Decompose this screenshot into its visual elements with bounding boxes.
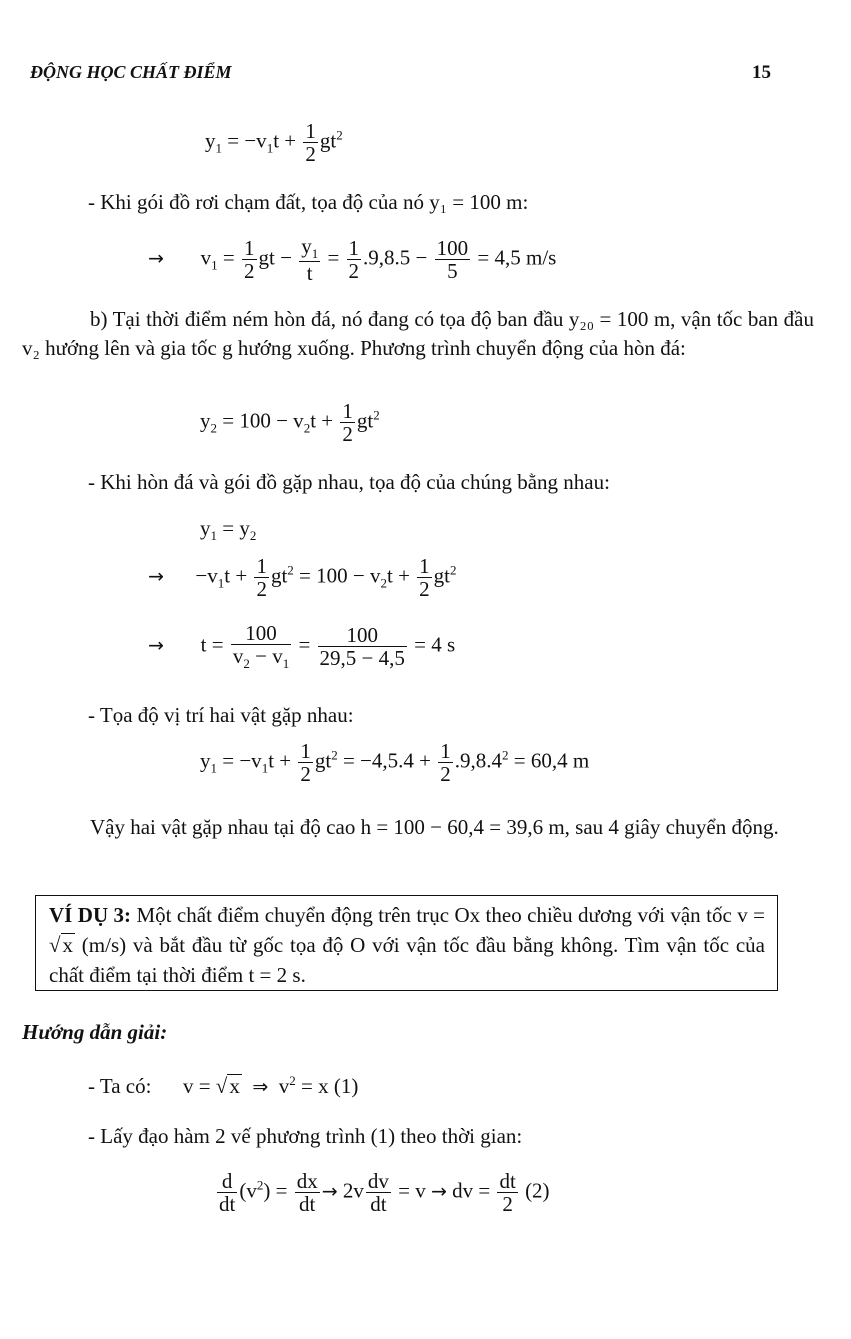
example-box: [35, 895, 778, 991]
text-derivative: - Lấy đạo hàm 2 vế phương trình (1) theo thời gian:: [88, 1124, 523, 1148]
equation-meeting: → $-v_1t$ + $\frac{1}{2}$ $gt^2 = 100 - v_2t$ + $\frac{1}{2}$ $gt^2$: [148, 554, 457, 602]
text-meeting: - Khi hòn đá và gói đồ gặp nhau, tọa độ của chúng bằng nhau:: [88, 470, 610, 494]
running-header: ĐỘNG HỌC CHẤT ĐIỂM: [30, 62, 232, 82]
paragraph-conclusion: Vậy hai vật gặp nhau tại độ cao h = 100 − 60,4 = 39,6 m, sau 4 giây chuyển động.: [90, 815, 779, 839]
equation-time: → t = $\frac{100}{v_2 - v_1}$ = $\frac{100}{29,5 - 4,5}$ = 4 s: [148, 621, 456, 672]
equation-y2: $y_2 = 100 - v_2t$ + $\frac{1}{2}$ $gt^2$: [200, 399, 380, 447]
solution-heading: Hướng dẫn giải:: [22, 1020, 168, 1044]
equation-v1: → $v_1$ = $\frac{1}{2}$ gt − $\frac{y_1}{t}$ = $\frac{1}{2}$ .9,8.5 − $\frac{100}{5}$ = 4,5 m/s: [148, 234, 557, 285]
equation-given: - Ta có: v = √x ⇒ $v^2 = x$ (1): [88, 1073, 359, 1098]
text-landing: - Khi gói đồ rơi chạm đất, tọa độ của nó y₁ = 100 m:: [88, 190, 529, 214]
example-text: VÍ DỤ 3: Một chất điểm chuyển động trên trục Ox theo chiều dương với vận tốc v = √x (m/s) và bắt đầu từ gốc tọa độ O với vận tốc đầu bằng không. Tìm vận tốc của chất điểm tại thời điểm t = 2 s.: [49, 903, 765, 987]
paragraph-part-b: b) Tại thời điểm ném hòn đá, nó đang có tọa độ ban đầu y₂₀ = 100 m, vận tốc ban đầu v₂ hướng lên và gia tốc g hướng xuống. Phương trình chuyển động của hòn đá:: [22, 307, 814, 360]
equation-y1: $y_1 = -v_1t$ + $\frac{1}{2}$ $gt^2$: [205, 119, 343, 167]
example-label: VÍ DỤ 3:: [49, 903, 132, 927]
equation-position: $y_1 = -v_1t$ + $\frac{1}{2}$ $gt^2 = -4,5.4$ + $\frac{1}{2}$ $.9,8.4^2 = 60,4$ m: [200, 739, 590, 787]
page-number: 15: [752, 62, 771, 83]
equation-derivative: $\frac{d}{dt}$ $(v^2)$ = $\frac{dx}{dt}$ → 2v $\frac{dv}{dt}$ = v → dv = $\frac{dt}{2}$ (2): [219, 1169, 550, 1217]
equation-y1-eq-y2: $y_1 = y_2$: [200, 516, 257, 544]
text-position: - Tọa độ vị trí hai vật gặp nhau:: [88, 703, 354, 727]
